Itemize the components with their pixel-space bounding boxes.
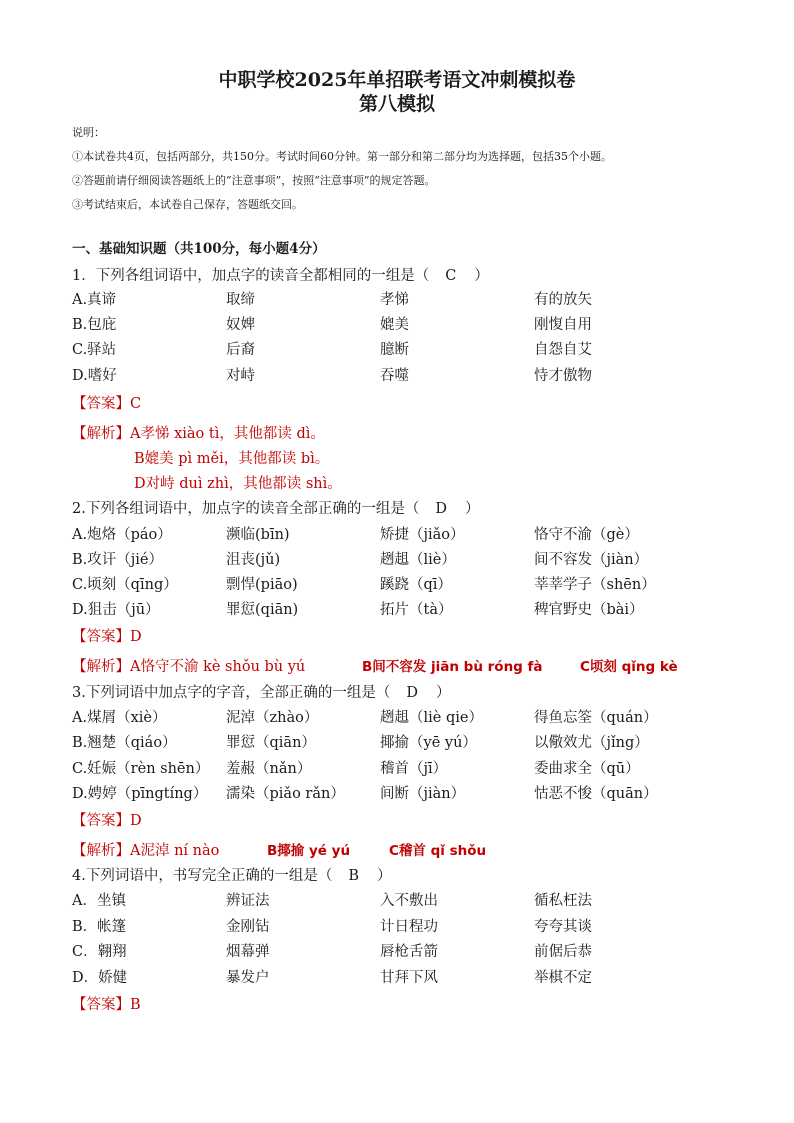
question-stem: 3.下列词语中加点字的字音，全部正确的一组是（ D ） [72, 685, 451, 701]
explanation-line: 【解析】A孝悌 xiào tì，其他都读 dì。 [72, 426, 325, 442]
option-row: B．帐篷 金刚钻 计日程功 夸夸其谈 [72, 919, 592, 935]
explanation-line: 【解析】A泥淖 ní nào [72, 843, 220, 859]
option-row: C．翱翔 烟幕弹 唇枪舌箭 前倨后恭 [72, 944, 592, 960]
option-row: A.煤屑（xiè） 泥淖（zhào） 趔趄（liè qie） 得鱼忘筌（quán） [72, 710, 658, 726]
question-stem: 4.下列词语中，书写完全正确的一组是（ B ） [72, 868, 392, 884]
stem-answer: D [435, 501, 447, 517]
option-row: C.驿站 后裔 臆断 自怨自艾 [72, 342, 592, 358]
question-stem: 2.下列各组词语中，加点字的读音全部正确的一组是（ D ） [72, 501, 480, 517]
section-heading: 一、基础知识题（共100分，每小题4分） [72, 241, 326, 257]
option-row: B.包庇 奴婢 媲美 刚愎自用 [72, 317, 592, 333]
option-row: A.真谛 取缔 孝悌 有的放矢 [72, 292, 592, 308]
note-item: ②答题前请仔细阅读答题纸上的“注意事项”，按照“注意事项”的规定答题。 [72, 174, 436, 187]
page-subtitle: 第八模拟 [358, 93, 435, 115]
option-row: B.翘楚（qiáo） 罪愆（qiān） 揶揄（yē yú） 以儆效尤（jǐng） [72, 735, 649, 751]
question-stem: 1．下列各组词语中，加点字的读音全都相同的一组是（ C ） [72, 268, 489, 284]
explanation-line: 【解析】A恪守不渝 kè shǒu bù yú [72, 659, 306, 675]
option-row: D．娇健 暴发户 甘拜下风 举棋不定 [72, 970, 592, 986]
answer-line: 【答案】C [72, 396, 142, 412]
explanation-item: C稽首 qǐ shǒu [389, 843, 487, 859]
option-row: C.妊娠（rèn shēn） 羞赧（nǎn） 稽首（jī） 委曲求全（qū） [72, 761, 640, 777]
option-row: D.狙击（jū） 罪愆(qiān) 拓片（tà） 稗官野史（bài） [72, 602, 644, 618]
notes-label: 说明： [72, 126, 105, 139]
answer-line: 【答案】D [72, 813, 142, 829]
option-row: A．坐镇 辨证法 入不敷出 循私枉法 [72, 893, 592, 909]
stem-answer: B [348, 868, 359, 884]
explanation-item: B揶揄 yé yú [267, 843, 351, 859]
option-row: D.娉婷（pīngtíng） 濡染（piǎo rǎn） 间断（jiàn） 怙恶不悛（quān） [72, 786, 658, 802]
answer-line: 【答案】B [72, 997, 141, 1013]
answer-line: 【答案】D [72, 629, 142, 645]
explanation-line: B媲美 pì měi，其他都读 bì。 [134, 451, 330, 467]
explanation-line: D对峙 duì zhì，其他都读 shì。 [134, 476, 342, 492]
stem-answer: D [406, 685, 418, 701]
stem-answer: C [445, 268, 457, 284]
page-title: 中职学校2025年单招联考语文冲刺模拟卷 [218, 69, 576, 91]
option-row: B.攻讦（jié） 沮丧(jǔ) 趔趄（liè） 间不容发（jiàn） [72, 552, 649, 568]
explanation-item: C顷刻 qǐng kè [580, 659, 678, 675]
option-row: D.嗜好 对峙 吞噬 恃才傲物 [72, 368, 592, 384]
note-item: ①本试卷共4页，包括两部分，共150分。考试时间60分钟。第一部分和第二部分均为选择题，包括35个小题。 [72, 150, 612, 163]
option-row: C.顷刻（qīng） 剽悍(piāo) 蹊跷（qī） 莘莘学子（shēn） [72, 577, 656, 593]
note-item: ③考试结束后，本试卷自己保存，答题纸交回。 [72, 198, 303, 211]
option-row: A.炮烙（páo） 濒临(bīn) 矫捷（jiǎo） 恪守不渝（gè） [72, 527, 639, 543]
explanation-item: B间不容发 jiān bù róng fà [362, 659, 543, 675]
